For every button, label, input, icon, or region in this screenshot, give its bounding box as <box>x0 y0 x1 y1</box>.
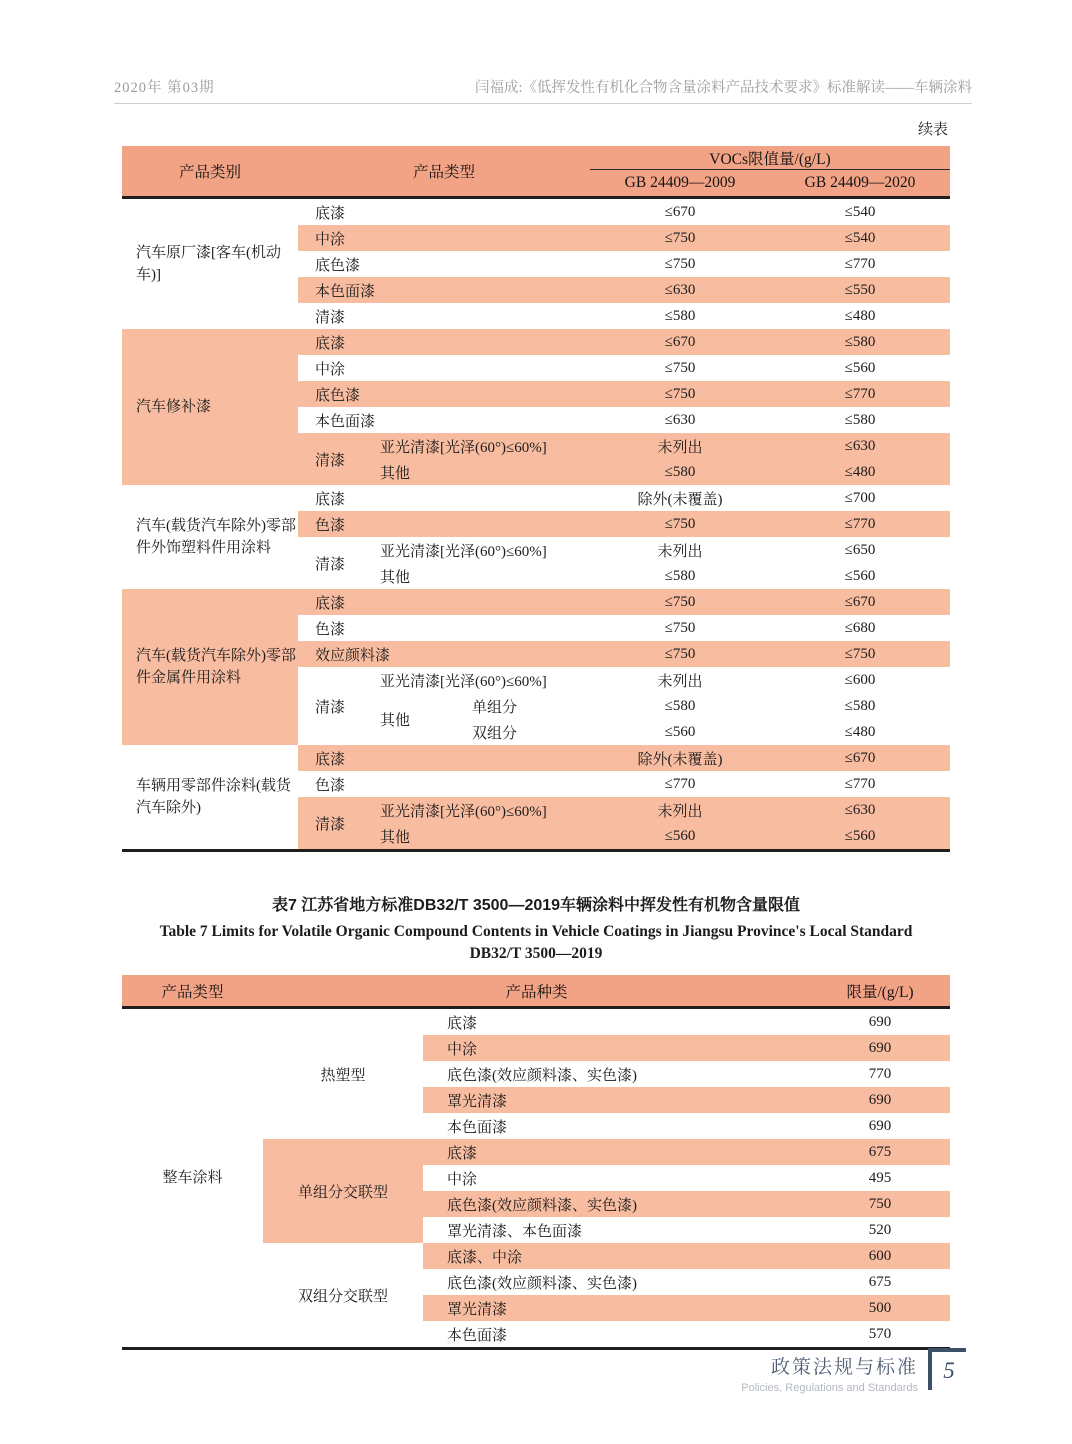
limit-2020-cell: ≤650 <box>844 541 876 558</box>
product-category-cell: 汽车原厂漆[客车(机动车)] <box>122 198 298 330</box>
limit-2020-cell: ≤630 <box>770 433 950 459</box>
limit-cell: 495 <box>868 1169 892 1186</box>
product-kind-cell: 底漆、中涂 <box>423 1243 810 1269</box>
product-kind-cell: 底色漆(效应颜料漆、实色漆) <box>423 1191 810 1217</box>
product-subtype-cell: 亚光清漆[光泽(60°)≤60%] <box>378 797 590 823</box>
product-subtype-cell: 亚光清漆[光泽(60°)≤60%] <box>378 433 590 459</box>
page-number: 5 <box>928 1348 966 1390</box>
product-kind-cell: 底色漆(效应颜料漆、实色漆) <box>447 1067 637 1084</box>
limit-cell: 570 <box>868 1325 892 1342</box>
product-type-cell: 色漆 <box>315 777 346 794</box>
clearcoat-group-cell: 清漆 <box>315 699 346 716</box>
col-header-category: 产品类别 <box>122 146 298 198</box>
product-category-cell: 汽车(载货汽车除外)零部件外饰塑料件用涂料 <box>136 517 296 556</box>
limit-cell: 600 <box>810 1243 950 1269</box>
vehicle-coating-category-cell: 整车涂料 <box>122 1008 263 1349</box>
limit-2020-cell: ≤540 <box>770 225 950 251</box>
product-subtype-cell: 其他 <box>378 459 590 485</box>
col-header-std2020: GB 24409—2020 <box>770 170 950 198</box>
product-type-cell: 底色漆 <box>298 381 590 407</box>
product-type-cell: 底漆 <box>298 198 590 226</box>
product-type-cell: 底色漆 <box>315 257 361 274</box>
limit-2020-cell: ≤630 <box>770 797 950 823</box>
product-subtype-cell: 其他 <box>378 823 590 851</box>
limit-2020-cell: ≤750 <box>770 641 950 667</box>
clearcoat-group-cell: 清漆 <box>298 797 378 851</box>
limit-2009-cell: ≤580 <box>590 459 770 485</box>
limit-2009-cell: ≤580 <box>664 697 696 714</box>
limit-2009-cell: ≤750 <box>664 359 696 376</box>
limit-2020-cell: ≤480 <box>844 723 876 740</box>
product-type-cell: 效应颜料漆 <box>298 641 590 667</box>
col-header-std2009: GB 24409—2009 <box>590 170 770 198</box>
limit-2020-cell: ≤560 <box>844 567 876 584</box>
limit-2009-cell: ≤670 <box>590 329 770 355</box>
page-header <box>114 76 972 104</box>
limit-cell: 690 <box>810 1087 950 1113</box>
limit-cell: 690 <box>868 1117 892 1134</box>
product-category-cell: 汽车(载货汽车除外)零部件金属件用涂料 <box>122 589 298 745</box>
limit-2020-cell: ≤770 <box>844 775 876 792</box>
product-kind-cell: 罩光清漆 <box>423 1087 810 1113</box>
product-kind-cell: 底漆 <box>423 1008 810 1036</box>
coating-system-cell: 热塑型 <box>263 1008 423 1140</box>
limit-2020-cell: ≤580 <box>844 411 876 428</box>
limit-2020-cell: ≤680 <box>844 619 876 636</box>
limit-2020-cell: ≤560 <box>844 359 876 376</box>
running-title: 闫福成:《低挥发性有机化合物含量涂料产品技术要求》标准解读——车辆涂料 <box>474 80 972 96</box>
issue-label: 2020年 第03期 <box>114 80 215 96</box>
product-category-cell: 汽车修补漆 <box>122 329 298 485</box>
limit-2009-cell: ≤630 <box>590 277 770 303</box>
limit-2009-cell: ≤560 <box>590 823 770 851</box>
product-type-cell: 底漆 <box>298 745 590 771</box>
limit-2009-cell: 除外(未覆盖) <box>637 491 723 508</box>
product-subtype-cell: 其他 <box>380 569 411 586</box>
component-type-cell: 双组分 <box>472 725 518 742</box>
limit-2020-cell: ≤550 <box>770 277 950 303</box>
limit-2009-cell: ≤750 <box>590 589 770 615</box>
limit-2020-cell: ≤560 <box>770 823 950 851</box>
footer-section-title: 政策法规与标准 <box>770 1357 918 1378</box>
product-kind-cell: 本色面漆 <box>447 1327 508 1344</box>
limit-cell: 690 <box>810 1035 950 1061</box>
limit-2009-cell: ≤750 <box>590 381 770 407</box>
table7-caption-standard: DB32/T 3500—2019 <box>469 945 603 962</box>
limit-2020-cell: ≤670 <box>770 745 950 771</box>
limit-2009-cell: 未列出 <box>590 433 770 459</box>
page-footer <box>741 1348 966 1394</box>
product-kind-cell: 中涂 <box>447 1171 478 1188</box>
limit-cell: 675 <box>868 1273 892 1290</box>
product-type-cell: 底漆 <box>298 589 590 615</box>
table7-caption-en: Table 7 Limits for Volatile Organic Compound Contents in Vehicle Coatings in Jiangsu Province's Local Standard <box>159 923 913 940</box>
product-kind-cell: 中涂 <box>423 1035 810 1061</box>
table7-caption-zh: 表7 江苏省地方标准DB32/T 3500—2019车辆涂料中挥发性有机物含量限值 <box>271 897 801 914</box>
limit-2009-cell: ≤670 <box>590 198 770 226</box>
product-type-cell: 本色面漆 <box>298 277 590 303</box>
coating-system-cell: 双组分交联型 <box>297 1288 388 1305</box>
limit-2020-cell: ≤580 <box>844 697 876 714</box>
footer-section <box>741 1348 918 1394</box>
main-content <box>122 118 950 1350</box>
limit-2009-cell: ≤750 <box>590 511 770 537</box>
product-category-cell: 车辆用零部件涂料(载货汽车除外) <box>136 777 291 816</box>
product-type-cell: 色漆 <box>298 511 590 537</box>
limit-2009-cell: ≤750 <box>664 619 696 636</box>
continued-table-label: 续表 <box>917 122 948 138</box>
col-header-product-kind: 产品种类 <box>263 975 810 1008</box>
limit-2020-cell: ≤770 <box>844 255 876 272</box>
clearcoat-group-cell: 清漆 <box>298 433 378 485</box>
col-header-limit: 限量/(g/L) <box>810 975 950 1008</box>
limit-cell: 675 <box>810 1139 950 1165</box>
product-type-cell: 底漆 <box>298 329 590 355</box>
product-subtype-cell: 亚光清漆[光泽(60°)≤60%] <box>380 543 547 560</box>
limit-2009-cell: ≤770 <box>664 775 696 792</box>
limit-2020-cell: ≤600 <box>844 671 876 688</box>
limit-2020-cell: ≤670 <box>770 589 950 615</box>
limit-2020-cell: ≤580 <box>770 329 950 355</box>
limit-2009-cell: ≤580 <box>664 307 696 324</box>
limit-2009-cell: 未列出 <box>590 797 770 823</box>
coating-system-cell: 单组分交联型 <box>263 1139 423 1243</box>
product-kind-cell: 本色面漆 <box>447 1119 508 1136</box>
product-type-cell: 底漆 <box>315 491 346 508</box>
product-kind-cell: 罩光清漆 <box>423 1295 810 1321</box>
limit-2009-cell: ≤580 <box>664 567 696 584</box>
limit-2009-cell: 未列出 <box>657 673 703 690</box>
other-group-cell: 其他 <box>380 712 411 729</box>
limit-2009-cell: ≤750 <box>590 225 770 251</box>
limit-cell: 690 <box>810 1008 950 1036</box>
col-header-type: 产品类型 <box>298 146 590 198</box>
limit-2009-cell: ≤750 <box>664 255 696 272</box>
component-type-cell: 单组分 <box>472 699 518 716</box>
voc-limits-table-continued <box>122 146 950 852</box>
limit-2020-cell: ≤480 <box>844 307 876 324</box>
limit-cell: 500 <box>810 1295 950 1321</box>
limit-2009-cell: 未列出 <box>657 543 703 560</box>
limit-cell: 750 <box>810 1191 950 1217</box>
clearcoat-group-cell: 清漆 <box>315 556 346 573</box>
limit-2009-cell: ≤750 <box>590 641 770 667</box>
product-kind-cell: 底漆 <box>423 1139 810 1165</box>
product-kind-cell: 底色漆(效应颜料漆、实色漆) <box>447 1275 637 1292</box>
limit-2009-cell: ≤630 <box>664 411 696 428</box>
product-type-cell: 中涂 <box>315 361 346 378</box>
limit-cell: 770 <box>868 1065 892 1082</box>
product-kind-cell: 罩光清漆、本色面漆 <box>447 1223 583 1240</box>
product-type-cell: 清漆 <box>315 309 346 326</box>
product-type-cell: 中涂 <box>298 225 590 251</box>
jiangsu-limits-table <box>122 975 950 1350</box>
limit-cell: 520 <box>868 1221 892 1238</box>
col-header-voc-limit: VOCs限值量/(g/L) <box>590 146 950 170</box>
product-subtype-cell: 亚光清漆[光泽(60°)≤60%] <box>380 673 547 690</box>
product-type-cell: 本色面漆 <box>315 413 376 430</box>
limit-2020-cell: ≤770 <box>770 511 950 537</box>
product-type-cell: 色漆 <box>315 621 346 638</box>
limit-2020-cell: ≤770 <box>770 381 950 407</box>
col-header-product-type: 产品类型 <box>122 975 263 1008</box>
footer-section-subtitle: Policies, Regulations and Standards <box>741 1382 918 1394</box>
limit-2020-cell: ≤480 <box>770 459 950 485</box>
limit-2020-cell: ≤540 <box>770 198 950 226</box>
limit-2009-cell: 除外(未覆盖) <box>590 745 770 771</box>
limit-2009-cell: ≤560 <box>664 723 696 740</box>
limit-2020-cell: ≤700 <box>844 489 876 506</box>
